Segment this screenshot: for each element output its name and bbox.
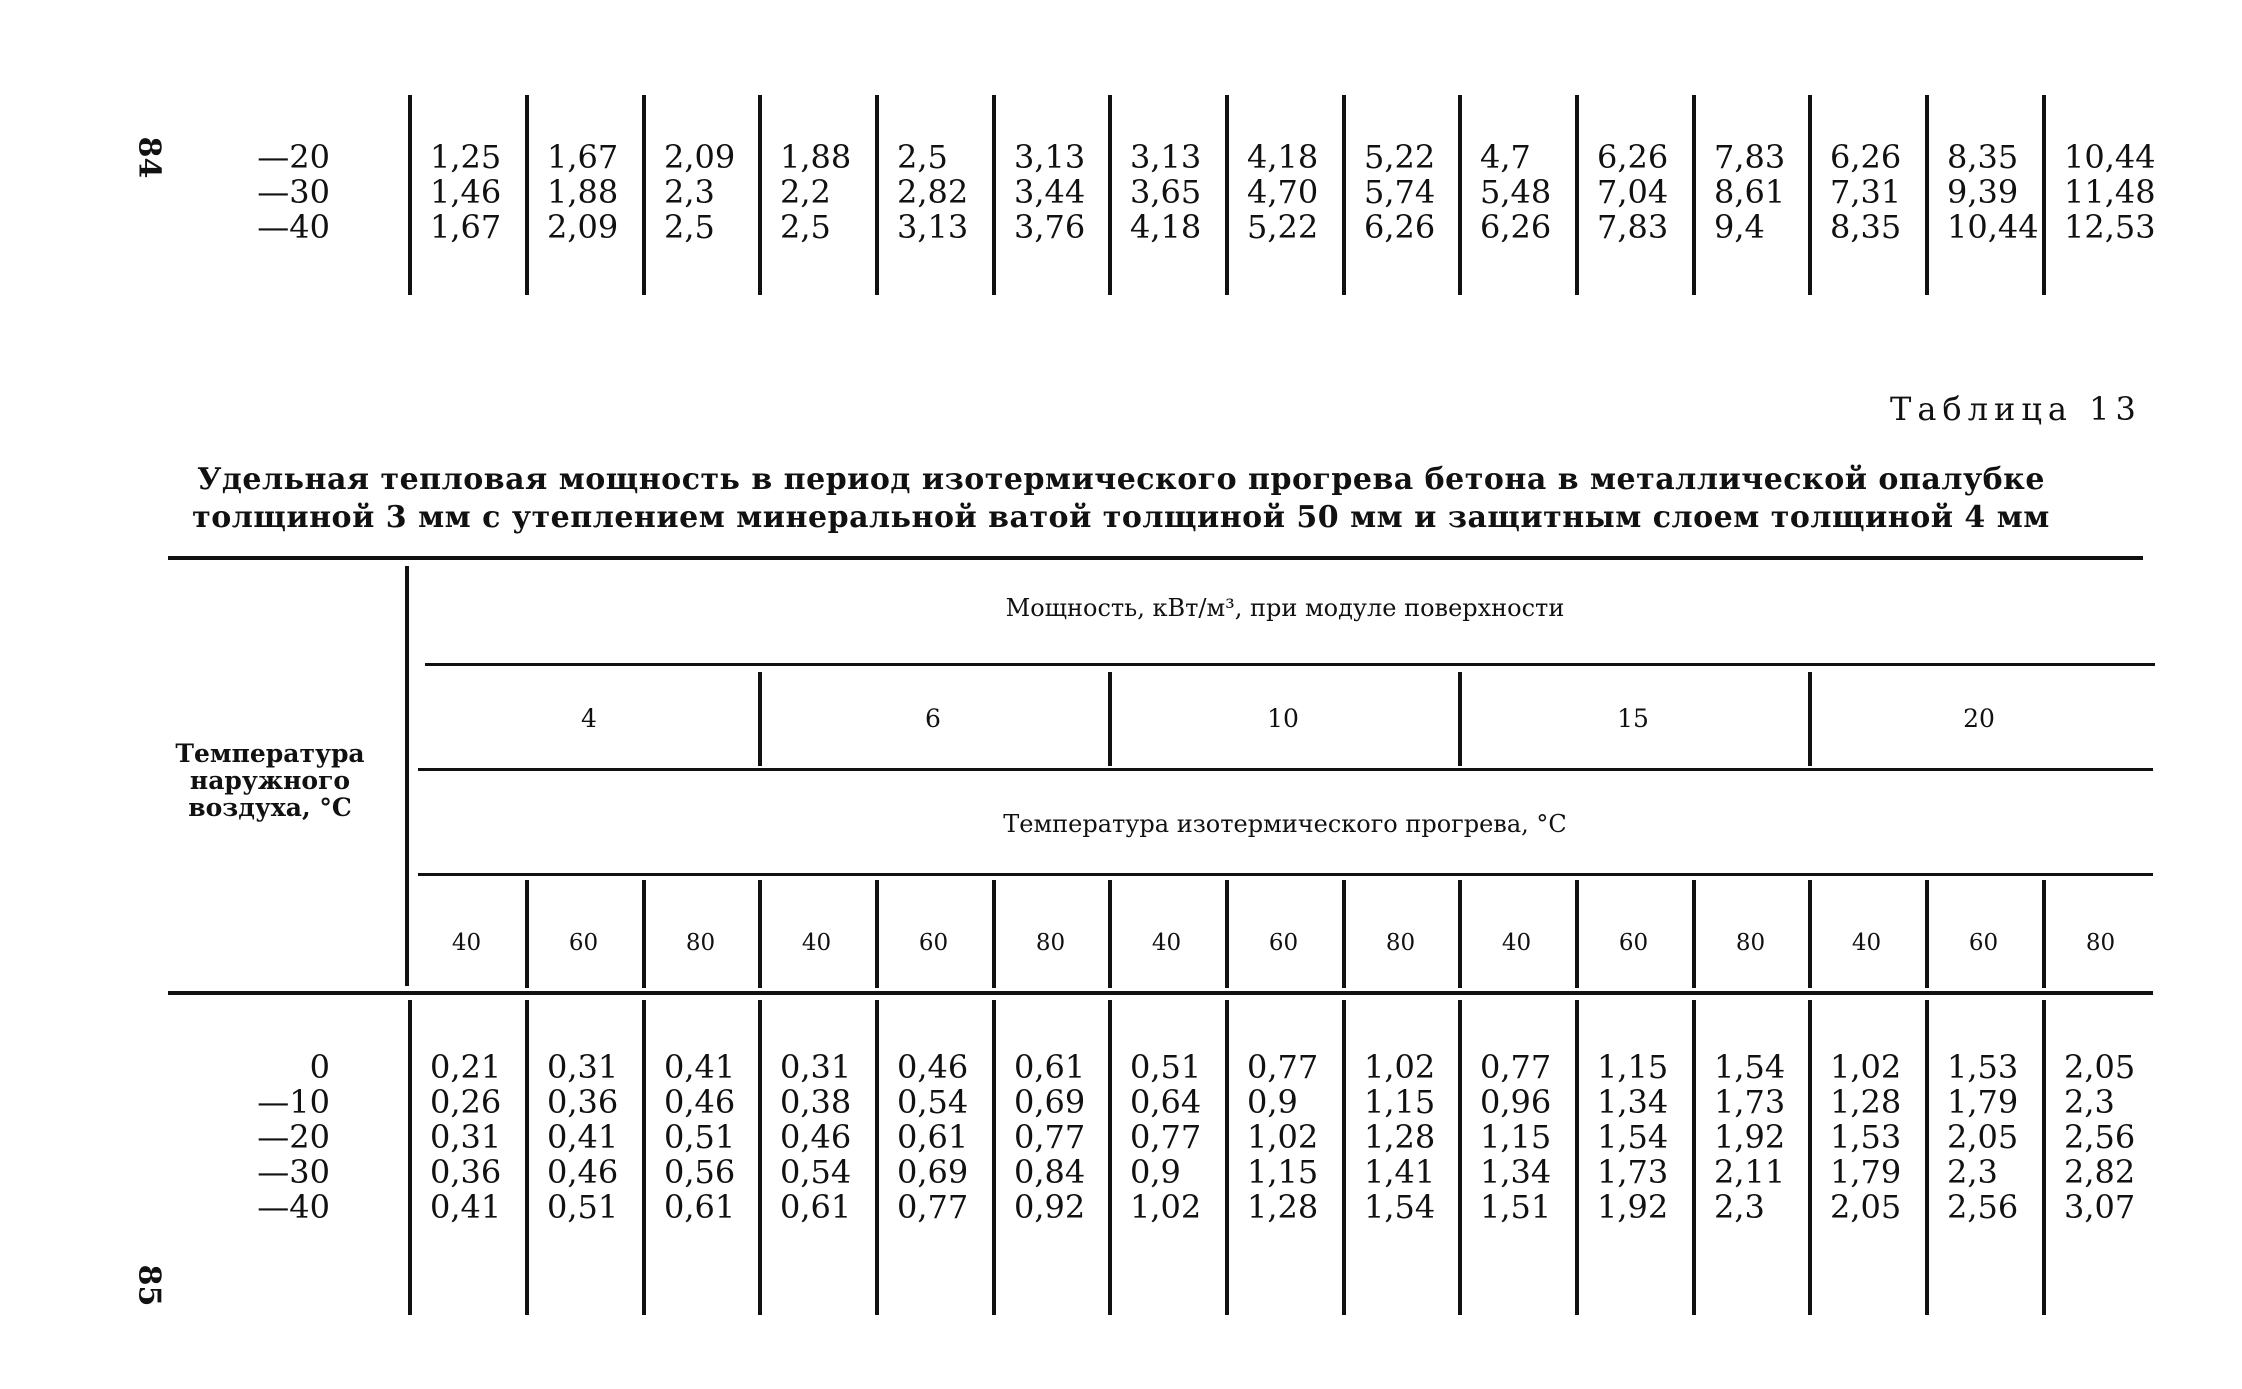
value-cell: 0,21 bbox=[430, 1048, 502, 1086]
value-column bbox=[1597, 1050, 1668, 1225]
top-column-rule bbox=[1692, 95, 1696, 295]
air-temp-1: —10 bbox=[257, 1083, 330, 1121]
modules-rule bbox=[418, 768, 2153, 771]
value-cell: 0,61 bbox=[664, 1188, 736, 1226]
top-value-cell: 4,70 bbox=[1247, 173, 1319, 211]
top-value-cell: 2,82 bbox=[897, 173, 969, 211]
value-column bbox=[1714, 1050, 1785, 1225]
iso-header-rule bbox=[418, 873, 2153, 876]
value-cell: 2,56 bbox=[2064, 1118, 2136, 1156]
top-value-cell: 7,04 bbox=[1597, 173, 1669, 211]
value-cell: 0,46 bbox=[547, 1153, 619, 1191]
top-column-rule bbox=[1108, 95, 1112, 295]
iso-temp-header: 40 bbox=[1851, 930, 1882, 956]
value-cell: 0,77 bbox=[1247, 1048, 1319, 1086]
body-column-rule bbox=[1108, 1000, 1112, 1315]
top-column-rule bbox=[525, 95, 529, 295]
top-value-cell: 8,35 bbox=[1830, 208, 1902, 246]
top-value-column bbox=[1597, 140, 1668, 245]
module-header-20: 20 bbox=[1963, 704, 1995, 733]
top-value-column bbox=[547, 140, 618, 245]
top-value-column bbox=[1247, 140, 1318, 245]
value-cell: 1,28 bbox=[1364, 1118, 1436, 1156]
value-cell: 0,77 bbox=[897, 1188, 969, 1226]
iso-temp-header: 40 bbox=[1151, 930, 1182, 956]
top-value-column bbox=[664, 140, 735, 245]
top-value-cell: 9,4 bbox=[1714, 208, 1765, 246]
top-value-column bbox=[1364, 140, 1435, 245]
top-value-cell: 3,44 bbox=[1014, 173, 1086, 211]
value-cell: 0,38 bbox=[780, 1083, 852, 1121]
iso-temp-divider bbox=[1925, 880, 1929, 988]
value-cell: 0,46 bbox=[780, 1118, 852, 1156]
value-cell: 0,96 bbox=[1480, 1083, 1552, 1121]
top-column-rule bbox=[1342, 95, 1346, 295]
top-value-column bbox=[2064, 140, 2156, 245]
value-cell: 1,34 bbox=[1480, 1153, 1552, 1191]
value-cell: 0,61 bbox=[1014, 1048, 1086, 1086]
power-header-rule bbox=[425, 663, 2155, 666]
value-column bbox=[897, 1050, 968, 1225]
top-value-column bbox=[1830, 140, 1901, 245]
top-value-cell: 11,48 bbox=[2064, 173, 2156, 211]
module-divider bbox=[758, 672, 762, 766]
value-cell: 0,77 bbox=[1014, 1118, 1086, 1156]
iso-temp-divider bbox=[1225, 880, 1229, 988]
value-cell: 0,64 bbox=[1130, 1083, 1202, 1121]
top-value-cell: 1,88 bbox=[780, 138, 852, 176]
top-value-column bbox=[897, 140, 968, 245]
value-cell: 0,36 bbox=[547, 1083, 619, 1121]
value-cell: 1,02 bbox=[1830, 1048, 1902, 1086]
iso-temp-divider bbox=[875, 880, 879, 988]
value-column bbox=[430, 1050, 501, 1225]
row-header-line-1: Температура bbox=[175, 739, 365, 768]
value-cell: 0,46 bbox=[897, 1048, 969, 1086]
value-column bbox=[664, 1050, 735, 1225]
top-value-cell: 2,5 bbox=[780, 208, 831, 246]
body-column-rule bbox=[992, 1000, 996, 1315]
value-cell: 1,54 bbox=[1364, 1188, 1436, 1226]
value-column bbox=[1364, 1050, 1435, 1225]
iso-temp-header: 40 bbox=[801, 930, 832, 956]
iso-temp-header: 60 bbox=[1268, 930, 1299, 956]
table-label: Таблица 13 bbox=[1890, 390, 2142, 428]
body-column-rule bbox=[2042, 1000, 2046, 1315]
value-column bbox=[1830, 1050, 1901, 1225]
value-cell: 0,41 bbox=[547, 1118, 619, 1156]
value-cell: 2,3 bbox=[2064, 1083, 2115, 1121]
iso-temp-divider bbox=[525, 880, 529, 988]
value-cell: 0,9 bbox=[1130, 1153, 1181, 1191]
top-air-temp-column bbox=[180, 140, 330, 245]
table-top-rule bbox=[168, 556, 2143, 560]
value-cell: 2,3 bbox=[1714, 1188, 1765, 1226]
iso-temp-header: 60 bbox=[918, 930, 949, 956]
power-header: Мощность, кВт/м³, при модуле поверхности bbox=[1005, 594, 1565, 622]
body-column-rule bbox=[642, 1000, 646, 1315]
value-cell: 0,46 bbox=[664, 1083, 736, 1121]
iso-temp-header: 60 bbox=[568, 930, 599, 956]
value-cell: 0,54 bbox=[780, 1153, 852, 1191]
value-cell: 0,31 bbox=[430, 1118, 502, 1156]
air-temp-4: —40 bbox=[257, 1188, 330, 1226]
value-cell: 2,82 bbox=[2064, 1153, 2136, 1191]
top-value-cell: 2,3 bbox=[664, 173, 715, 211]
top-value-cell: 2,2 bbox=[780, 173, 831, 211]
value-cell: 1,15 bbox=[1364, 1083, 1436, 1121]
value-cell: 0,84 bbox=[1014, 1153, 1086, 1191]
value-cell: 1,92 bbox=[1597, 1188, 1669, 1226]
page-number-top: 84 bbox=[131, 136, 167, 179]
top-value-cell: 3,13 bbox=[1014, 138, 1086, 176]
value-cell: 1,15 bbox=[1597, 1048, 1669, 1086]
iso-temp-header: 80 bbox=[2085, 930, 2116, 956]
value-cell: 0,61 bbox=[897, 1118, 969, 1156]
value-column bbox=[780, 1050, 851, 1225]
top-value-cell: 2,5 bbox=[897, 138, 948, 176]
body-column-rule bbox=[1925, 1000, 1929, 1315]
page-number-bottom: 85 bbox=[131, 1264, 167, 1307]
row-header bbox=[170, 740, 370, 821]
iso-temp-header: 80 bbox=[1385, 930, 1416, 956]
module-header-6: 6 bbox=[925, 704, 941, 733]
iso-temp-divider bbox=[2042, 880, 2046, 988]
value-cell: 2,56 bbox=[1947, 1188, 2019, 1226]
top-air-temp-2: —40 bbox=[257, 208, 330, 246]
value-cell: 0,51 bbox=[547, 1188, 619, 1226]
top-value-cell: 3,13 bbox=[897, 208, 969, 246]
value-cell: 0,51 bbox=[1130, 1048, 1202, 1086]
value-cell: 1,28 bbox=[1830, 1083, 1902, 1121]
top-value-cell: 7,83 bbox=[1714, 138, 1786, 176]
module-header-10: 10 bbox=[1267, 704, 1299, 733]
top-value-cell: 6,26 bbox=[1480, 208, 1552, 246]
value-column bbox=[1130, 1050, 1201, 1225]
top-value-column bbox=[780, 140, 851, 245]
top-value-cell: 6,26 bbox=[1364, 208, 1436, 246]
value-cell: 0,77 bbox=[1130, 1118, 1202, 1156]
body-column-rule bbox=[1225, 1000, 1229, 1315]
top-value-column bbox=[1014, 140, 1085, 245]
header-bottom-rule bbox=[168, 991, 2153, 995]
iso-temp-divider bbox=[642, 880, 646, 988]
top-value-cell: 7,83 bbox=[1597, 208, 1669, 246]
value-cell: 0,69 bbox=[1014, 1083, 1086, 1121]
row-header-line-3: воздуха, °C bbox=[188, 793, 352, 822]
top-value-cell: 3,65 bbox=[1130, 173, 1202, 211]
value-cell: 0,54 bbox=[897, 1083, 969, 1121]
top-value-cell: 7,31 bbox=[1830, 173, 1902, 211]
body-column-rule bbox=[408, 1000, 412, 1315]
row-header-divider bbox=[405, 566, 409, 986]
value-cell: 2,05 bbox=[2064, 1048, 2136, 1086]
iso-temp-header: 80 bbox=[1035, 930, 1066, 956]
top-value-column bbox=[1130, 140, 1201, 245]
air-temp-3: —30 bbox=[257, 1153, 330, 1191]
iso-temp-divider bbox=[1342, 880, 1346, 988]
top-value-cell: 5,74 bbox=[1364, 173, 1436, 211]
air-temp-column bbox=[180, 1050, 330, 1225]
top-column-rule bbox=[758, 95, 762, 295]
top-value-cell: 2,5 bbox=[664, 208, 715, 246]
top-column-rule bbox=[408, 95, 412, 295]
air-temp-2: —20 bbox=[257, 1118, 330, 1156]
value-cell: 0,9 bbox=[1247, 1083, 1298, 1121]
value-cell: 0,26 bbox=[430, 1083, 502, 1121]
value-cell: 1,41 bbox=[1364, 1153, 1436, 1191]
body-column-rule bbox=[1458, 1000, 1462, 1315]
top-value-cell: 2,09 bbox=[664, 138, 736, 176]
top-value-column bbox=[1714, 140, 1785, 245]
top-value-cell: 1,67 bbox=[430, 208, 502, 246]
top-value-cell: 4,7 bbox=[1480, 138, 1531, 176]
value-column bbox=[1947, 1050, 2018, 1225]
body-column-rule bbox=[1808, 1000, 1812, 1315]
value-cell: 1,79 bbox=[1830, 1153, 1902, 1191]
iso-temp-header: 80 bbox=[685, 930, 716, 956]
value-cell: 2,11 bbox=[1714, 1153, 1786, 1191]
iso-temp-divider bbox=[1808, 880, 1812, 988]
value-column bbox=[2064, 1050, 2135, 1225]
value-cell: 0,41 bbox=[664, 1048, 736, 1086]
table-title-line-1: Удельная тепловая мощность в период изотермического прогрева бетона в металлической опалубке bbox=[197, 462, 2045, 497]
iso-temp-header: 80 bbox=[1735, 930, 1766, 956]
module-divider bbox=[1458, 672, 1462, 766]
value-cell: 1,54 bbox=[1597, 1118, 1669, 1156]
value-cell: 1,53 bbox=[1830, 1118, 1902, 1156]
iso-temp-divider bbox=[1575, 880, 1579, 988]
value-column bbox=[1247, 1050, 1318, 1225]
iso-temp-divider bbox=[758, 880, 762, 988]
air-temp-0: 0 bbox=[309, 1048, 330, 1086]
value-cell: 1,73 bbox=[1597, 1153, 1669, 1191]
value-cell: 3,07 bbox=[2064, 1188, 2136, 1226]
top-value-cell: 6,26 bbox=[1830, 138, 1902, 176]
iso-temp-header: 40 bbox=[1501, 930, 1532, 956]
top-value-cell: 1,46 bbox=[430, 173, 502, 211]
value-cell: 1,92 bbox=[1714, 1118, 1786, 1156]
top-value-cell: 8,61 bbox=[1714, 173, 1786, 211]
value-cell: 0,77 bbox=[1480, 1048, 1552, 1086]
top-value-cell: 5,22 bbox=[1247, 208, 1319, 246]
iso-temp-header: 40 bbox=[451, 930, 482, 956]
top-value-cell: 10,44 bbox=[1947, 208, 2039, 246]
body-column-rule bbox=[1575, 1000, 1579, 1315]
body-column-rule bbox=[1692, 1000, 1696, 1315]
top-value-cell: 10,44 bbox=[2064, 138, 2156, 176]
body-column-rule bbox=[875, 1000, 879, 1315]
value-cell: 2,3 bbox=[1947, 1153, 1998, 1191]
value-cell: 1,51 bbox=[1480, 1188, 1552, 1226]
iso-temp-divider bbox=[1458, 880, 1462, 988]
top-air-temp-1: —30 bbox=[257, 173, 330, 211]
value-cell: 0,51 bbox=[664, 1118, 736, 1156]
value-cell: 1,15 bbox=[1247, 1153, 1319, 1191]
top-column-rule bbox=[1225, 95, 1229, 295]
top-value-cell: 3,76 bbox=[1014, 208, 1086, 246]
value-cell: 1,02 bbox=[1247, 1118, 1319, 1156]
value-cell: 0,56 bbox=[664, 1153, 736, 1191]
top-value-cell: 5,48 bbox=[1480, 173, 1552, 211]
top-column-rule bbox=[1808, 95, 1812, 295]
top-value-cell: 9,39 bbox=[1947, 173, 2019, 211]
value-cell: 1,15 bbox=[1480, 1118, 1552, 1156]
body-column-rule bbox=[758, 1000, 762, 1315]
iso-temp-divider bbox=[1692, 880, 1696, 988]
value-cell: 1,02 bbox=[1364, 1048, 1436, 1086]
value-cell: 1,28 bbox=[1247, 1188, 1319, 1226]
top-value-column bbox=[430, 140, 501, 245]
table-title-line-2: толщиной 3 мм с утеплением минеральной ватой толщиной 50 мм и защитным слоем толщиной 4 мм bbox=[192, 500, 2050, 535]
iso-temp-header: 60 bbox=[1618, 930, 1649, 956]
iso-temp-divider bbox=[1108, 880, 1112, 988]
top-value-cell: 2,09 bbox=[547, 208, 619, 246]
value-column bbox=[547, 1050, 618, 1225]
body-column-rule bbox=[525, 1000, 529, 1315]
module-header-15: 15 bbox=[1617, 704, 1649, 733]
value-cell: 1,79 bbox=[1947, 1083, 2019, 1121]
top-value-cell: 4,18 bbox=[1130, 208, 1202, 246]
value-cell: 1,53 bbox=[1947, 1048, 2019, 1086]
top-value-cell: 1,67 bbox=[547, 138, 619, 176]
value-column bbox=[1014, 1050, 1085, 1225]
top-column-rule bbox=[1925, 95, 1929, 295]
top-column-rule bbox=[1458, 95, 1462, 295]
top-value-cell: 4,18 bbox=[1247, 138, 1319, 176]
top-value-column bbox=[1480, 140, 1551, 245]
value-cell: 2,05 bbox=[1830, 1188, 1902, 1226]
value-cell: 1,02 bbox=[1130, 1188, 1202, 1226]
value-cell: 0,31 bbox=[547, 1048, 619, 1086]
value-cell: 0,36 bbox=[430, 1153, 502, 1191]
top-value-cell: 3,13 bbox=[1130, 138, 1202, 176]
value-cell: 0,41 bbox=[430, 1188, 502, 1226]
top-value-column bbox=[1947, 140, 2039, 245]
value-cell: 0,92 bbox=[1014, 1188, 1086, 1226]
top-column-rule bbox=[992, 95, 996, 295]
top-column-rule bbox=[1575, 95, 1579, 295]
top-column-rule bbox=[642, 95, 646, 295]
iso-temp-divider bbox=[992, 880, 996, 988]
value-cell: 1,34 bbox=[1597, 1083, 1669, 1121]
value-cell: 1,54 bbox=[1714, 1048, 1786, 1086]
top-column-rule bbox=[875, 95, 879, 295]
body-column-rule bbox=[1342, 1000, 1346, 1315]
top-air-temp-0: —20 bbox=[257, 138, 330, 176]
value-cell: 0,61 bbox=[780, 1188, 852, 1226]
value-cell: 0,31 bbox=[780, 1048, 852, 1086]
module-header-4: 4 bbox=[581, 704, 597, 733]
row-header-line-2: наружного bbox=[189, 766, 351, 795]
top-value-cell: 1,88 bbox=[547, 173, 619, 211]
module-divider bbox=[1808, 672, 1812, 766]
top-value-cell: 1,25 bbox=[430, 138, 502, 176]
value-cell: 1,73 bbox=[1714, 1083, 1786, 1121]
top-value-cell: 5,22 bbox=[1364, 138, 1436, 176]
value-cell: 2,05 bbox=[1947, 1118, 2019, 1156]
iso-temp-header: 60 bbox=[1968, 930, 1999, 956]
module-divider bbox=[1108, 672, 1112, 766]
top-column-rule bbox=[2042, 95, 2046, 295]
value-cell: 0,69 bbox=[897, 1153, 969, 1191]
top-value-cell: 6,26 bbox=[1597, 138, 1669, 176]
top-value-cell: 8,35 bbox=[1947, 138, 2019, 176]
value-column bbox=[1480, 1050, 1551, 1225]
top-value-cell: 12,53 bbox=[2064, 208, 2156, 246]
iso-header: Температура изотермического прогрева, °C bbox=[1003, 810, 1567, 838]
